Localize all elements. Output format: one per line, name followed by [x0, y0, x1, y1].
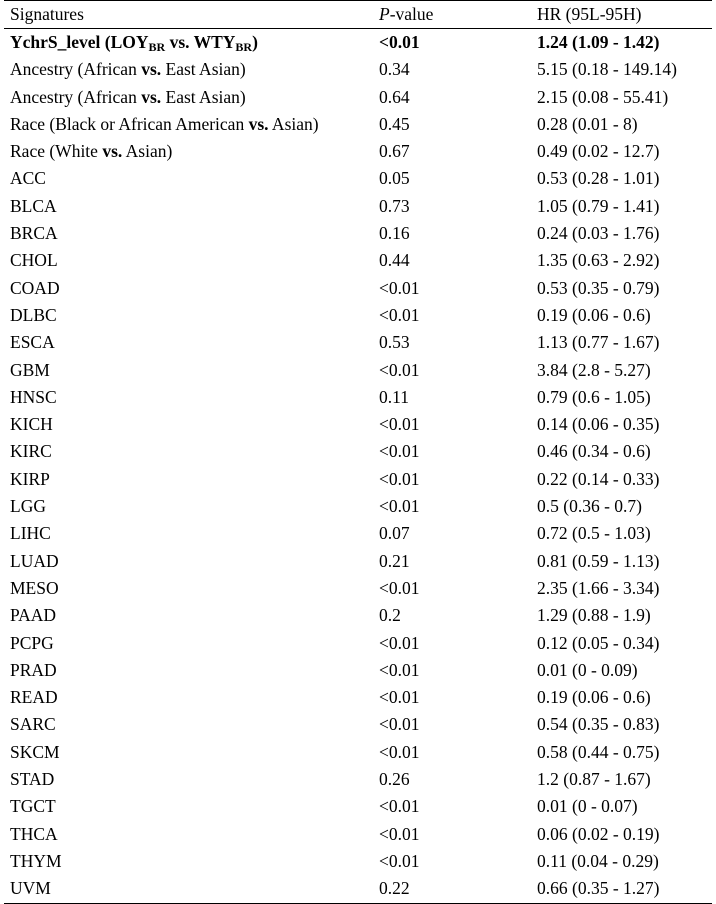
table-row [4, 193, 712, 220]
cell-p-value: 0.22 [379, 878, 410, 899]
table-row [4, 438, 712, 465]
cell-hr: 0.72 (0.5 - 1.03) [537, 523, 651, 544]
table-row [4, 275, 712, 302]
table-row [4, 520, 712, 547]
cell-signature: ESCA [10, 332, 55, 353]
cell-signature: HNSC [10, 386, 57, 407]
table-row [4, 411, 712, 438]
cell-p-value: 0.73 [379, 195, 410, 216]
cell-p-value: <0.01 [379, 468, 420, 489]
table-row [4, 111, 712, 138]
table-row [4, 247, 712, 274]
cell-p-value: 0.34 [379, 59, 410, 80]
cell-hr: 0.81 (0.59 - 1.13) [537, 550, 660, 571]
cell-hr: 0.53 (0.35 - 0.79) [537, 277, 660, 298]
cell-signature: PAAD [10, 605, 57, 626]
cell-p-value: 0.16 [379, 223, 410, 244]
cell-hr: 2.15 (0.08 - 55.41) [537, 86, 669, 107]
sig-text-post: Asian) [268, 113, 319, 134]
cell-signature: DLBC [10, 304, 57, 325]
sig-text-pre: Ancestry (African [10, 86, 142, 107]
cell-p-value: <0.01 [379, 741, 420, 762]
table-row [4, 165, 712, 192]
cell-hr: 0.58 (0.44 - 0.75) [537, 741, 660, 762]
cell-hr: 0.14 (0.06 - 0.35) [537, 414, 660, 435]
cell-signature [4, 138, 373, 165]
sig-text-post: Asian) [122, 141, 173, 162]
cell-p-value: 0.2 [379, 605, 401, 626]
table-row [4, 493, 712, 520]
table-header [4, 1, 712, 29]
table-row [4, 684, 712, 711]
cell-hr: 0.19 (0.06 - 0.6) [537, 304, 651, 325]
cell-hr: 0.66 (0.35 - 1.27) [537, 878, 660, 899]
sig-text-part1: YchrS_level (LOY [10, 32, 149, 52]
cell-signature: LUAD [10, 550, 59, 571]
cell-signature: MESO [10, 577, 59, 598]
table-row [4, 220, 712, 247]
table-row [4, 630, 712, 657]
sig-vs-bold: vs. [248, 113, 269, 134]
cell-p-value: 0.53 [379, 332, 410, 353]
cell-hr: 2.35 (1.66 - 3.34) [537, 577, 660, 598]
header-p-rest: -value [389, 4, 434, 24]
table-body [4, 29, 712, 904]
cell-p-value: <0.01 [379, 32, 420, 52]
cell-p-value: 0.07 [379, 523, 410, 544]
sig-text-post: East Asian) [161, 86, 246, 107]
cell-p-value: <0.01 [379, 359, 420, 380]
header-p-value [373, 1, 531, 29]
table-row [4, 875, 712, 903]
table-row [4, 357, 712, 384]
cell-signature [4, 56, 373, 83]
cell-signature: GBM [10, 359, 50, 380]
sig-text-part3: ) [252, 32, 258, 52]
cell-hr: 5.15 (0.18 - 149.14) [537, 59, 677, 80]
table-row [4, 821, 712, 848]
table-row [4, 384, 712, 411]
cell-p-value: <0.01 [379, 441, 420, 462]
cell-signature [4, 111, 373, 138]
cell-hr: 1.35 (0.63 - 2.92) [537, 250, 660, 271]
table-row [4, 466, 712, 493]
sig-vs-bold: vs. [141, 86, 162, 107]
sig-vs-bold: vs. [141, 59, 162, 80]
table-row [4, 793, 712, 820]
cell-hr: 0.12 (0.05 - 0.34) [537, 632, 660, 653]
cell-p-value: 0.21 [379, 550, 410, 571]
cell-signature: UVM [10, 878, 51, 899]
cell-hr: 3.84 (2.8 - 5.27) [537, 359, 651, 380]
table-row [4, 56, 712, 83]
table-row [4, 739, 712, 766]
cell-p-value: 0.64 [379, 86, 410, 107]
cell-signature: BRCA [10, 223, 58, 244]
cell-signature: LIHC [10, 523, 51, 544]
table-row [4, 602, 712, 629]
cell-hr: 1.29 (0.88 - 1.9) [537, 605, 651, 626]
cell-p-value: <0.01 [379, 714, 420, 735]
cell-p-value: <0.01 [379, 850, 420, 871]
table-row [4, 575, 712, 602]
header-p-italic: P [379, 4, 390, 24]
table-row [4, 657, 712, 684]
cell-p-value: 0.26 [379, 769, 410, 790]
cell-signature: COAD [10, 277, 60, 298]
cell-p-value: <0.01 [379, 659, 420, 680]
cell-signature: STAD [10, 769, 55, 790]
cell-hr: 0.19 (0.06 - 0.6) [537, 687, 651, 708]
cell-signature: READ [10, 687, 58, 708]
cell-signature: KICH [10, 414, 53, 435]
cell-hr: 0.53 (0.28 - 1.01) [537, 168, 660, 189]
sig-text-pre: Race (White [10, 141, 103, 162]
cell-hr: 1.2 (0.87 - 1.67) [537, 769, 651, 790]
cell-p-value: 0.67 [379, 141, 410, 162]
header-row [4, 1, 712, 29]
cell-hr: 0.24 (0.03 - 1.76) [537, 223, 660, 244]
cell-signature: ACC [10, 168, 46, 189]
header-hr: HR (95L-95H) [537, 4, 642, 24]
cell-signature: SARC [10, 714, 56, 735]
cell-signature: KIRC [10, 441, 52, 462]
cell-p-value: <0.01 [379, 577, 420, 598]
cell-p-value: <0.01 [379, 632, 420, 653]
header-signatures: Signatures [10, 4, 84, 24]
cell-p-value: <0.01 [379, 687, 420, 708]
sig-subscript-1: BR [148, 40, 166, 54]
cell-hr: 1.24 (1.09 - 1.42) [537, 32, 660, 52]
table-row [4, 84, 712, 111]
cell-signature [4, 84, 373, 111]
cell-hr: 0.22 (0.14 - 0.33) [537, 468, 660, 489]
cell-p-value: <0.01 [379, 277, 420, 298]
cell-hr: 0.49 (0.02 - 12.7) [537, 141, 660, 162]
cell-signature: PRAD [10, 659, 57, 680]
cell-signature [4, 29, 373, 57]
table-row [4, 548, 712, 575]
sig-text-pre: Ancestry (African [10, 59, 142, 80]
cell-signature: TGCT [10, 796, 56, 817]
cell-p-value: 0.11 [379, 386, 409, 407]
sig-subscript-2: BR [235, 40, 253, 54]
sig-text-part2: vs. WTY [165, 32, 236, 52]
cell-hr: 0.46 (0.34 - 0.6) [537, 441, 651, 462]
cell-hr: 0.54 (0.35 - 0.83) [537, 714, 660, 735]
cell-p-value: 0.05 [379, 168, 410, 189]
table-row [4, 138, 712, 165]
cell-hr: 0.28 (0.01 - 8) [537, 113, 638, 134]
table-row [4, 711, 712, 738]
table-row [4, 848, 712, 875]
cell-signature: SKCM [10, 741, 60, 762]
sig-text-post: East Asian) [161, 59, 246, 80]
cell-signature: LGG [10, 496, 46, 517]
cell-signature: THCA [10, 823, 58, 844]
cell-hr: 0.01 (0 - 0.09) [537, 659, 638, 680]
hazard-ratio-table [4, 0, 712, 904]
cell-hr: 1.05 (0.79 - 1.41) [537, 195, 660, 216]
table-container [4, 0, 712, 904]
cell-signature: BLCA [10, 195, 57, 216]
cell-signature: PCPG [10, 632, 54, 653]
table-row [4, 329, 712, 356]
cell-p-value: 0.44 [379, 250, 410, 271]
cell-hr: 0.5 (0.36 - 0.7) [537, 496, 642, 517]
cell-p-value: <0.01 [379, 496, 420, 517]
table-row-ychrs-level [4, 29, 712, 57]
cell-p-value: <0.01 [379, 796, 420, 817]
cell-p-value: <0.01 [379, 304, 420, 325]
cell-hr: 0.79 (0.6 - 1.05) [537, 386, 651, 407]
table-row [4, 766, 712, 793]
cell-hr: 1.13 (0.77 - 1.67) [537, 332, 660, 353]
table-row [4, 302, 712, 329]
cell-signature: KIRP [10, 468, 50, 489]
cell-hr: 0.01 (0 - 0.07) [537, 796, 638, 817]
cell-p-value: 0.45 [379, 113, 410, 134]
cell-p-value: <0.01 [379, 823, 420, 844]
cell-p-value: <0.01 [379, 414, 420, 435]
cell-signature: CHOL [10, 250, 58, 271]
cell-signature: THYM [10, 850, 62, 871]
sig-vs-bold: vs. [102, 141, 123, 162]
cell-hr: 0.06 (0.02 - 0.19) [537, 823, 660, 844]
sig-text-pre: Race (Black or African American [10, 113, 249, 134]
cell-hr: 0.11 (0.04 - 0.29) [537, 850, 659, 871]
